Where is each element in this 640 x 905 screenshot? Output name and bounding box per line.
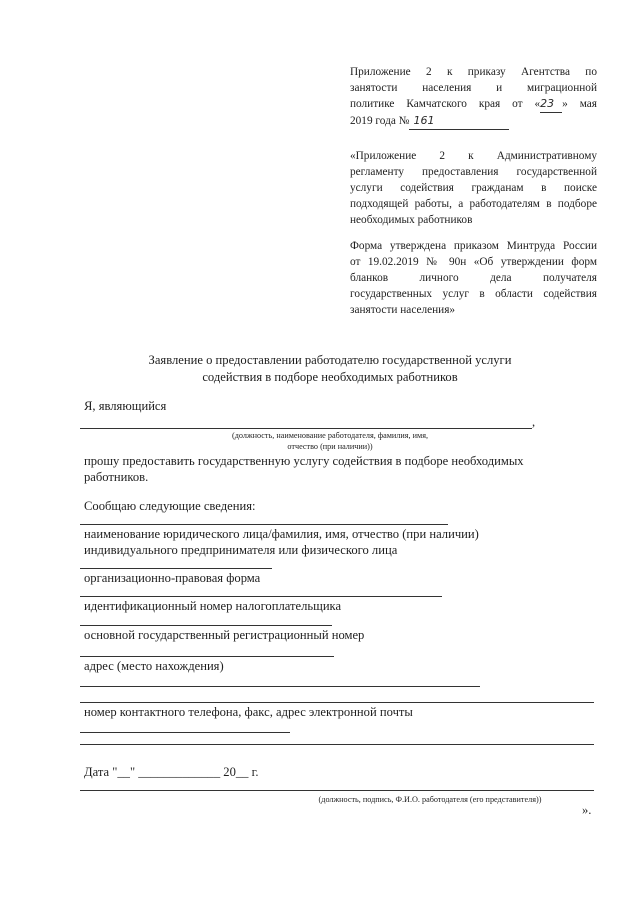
- signature-caption: (должность, подпись, Ф.И.О. работодателя (его представителя)): [318, 795, 542, 804]
- annex-date-prefix: политике Камчатского края от «: [350, 98, 541, 110]
- form-basis-line-5: занятости населения»: [350, 304, 456, 316]
- reg-annex-line-4: подходящей работы, а работодателям в подборе: [350, 198, 597, 210]
- date-line[interactable]: Дата "__" _____________ 20__ г.: [84, 765, 259, 779]
- form-basis-line-4: государственных услуг в области содействия: [350, 288, 597, 300]
- reg-annex-line-2: регламенту предоставления государственной: [350, 166, 597, 178]
- annex-block: [350, 64, 597, 130]
- applicant-line[interactable]: [80, 428, 532, 429]
- reg-annex-line-3: услуги содействия гражданам в поиске: [350, 182, 597, 194]
- contacts-line-2[interactable]: [80, 744, 594, 745]
- info-header: Сообщаю следующие сведения:: [84, 499, 256, 513]
- inn-line[interactable]: [80, 596, 442, 597]
- applicant-line-comma: ,: [532, 415, 536, 429]
- reg-annex-line-5: необходимых работников: [350, 214, 473, 226]
- ogrn-line[interactable]: [80, 625, 332, 626]
- request-line-1: прошу предоставить государственную услугу содействия в подборе необходимых: [84, 454, 524, 468]
- name-field-line[interactable]: [80, 524, 448, 525]
- contacts-label: номер контактного телефона, факс, адрес электронной почты: [84, 705, 413, 719]
- address-line[interactable]: [80, 656, 334, 657]
- annex-date-suffix: » мая: [562, 98, 597, 110]
- form-basis-line-2: от 19.02.2019 № 90н «Об утверждении форм: [350, 256, 597, 268]
- applicant-caption-2: отчество (при наличии)): [287, 442, 373, 451]
- address-extra-line-2[interactable]: [80, 702, 594, 703]
- form-basis-line-1: Форма утверждена приказом Минтруда России: [350, 240, 597, 252]
- inn-label: идентификационный номер налогоплательщика: [84, 599, 342, 613]
- name-field-label-2: индивидуального предпринимателя или физического лица: [84, 543, 398, 557]
- title-line-2: содействия в подборе необходимых работников: [202, 370, 458, 384]
- i-am-label: Я, являющийся: [84, 399, 167, 413]
- request-line-2: работников.: [84, 470, 149, 484]
- annex-year-prefix: 2019 года №: [350, 115, 410, 127]
- address-extra-line-1[interactable]: [80, 686, 480, 687]
- annex-line-1: Приложение 2 к приказу Агентства по: [350, 66, 597, 78]
- contacts-line-1[interactable]: [80, 732, 290, 733]
- regulation-annex-block: [350, 148, 597, 228]
- legal-form-line[interactable]: [80, 568, 272, 569]
- address-label: адрес (место нахождения): [84, 659, 224, 673]
- reg-annex-line-1: «Приложение 2 к Административному: [350, 150, 597, 162]
- annex-date-day: 23: [540, 96, 562, 113]
- signature-line[interactable]: [80, 790, 594, 791]
- legal-form-label: организационно-правовая форма: [84, 571, 261, 585]
- document-title: [70, 352, 590, 386]
- ogrn-label: основной государственный регистрационный номер: [84, 628, 365, 642]
- name-field-label-1: наименование юридического лица/фамилия, имя, отчество (при наличии): [84, 527, 479, 541]
- form-basis-block: [350, 238, 597, 318]
- title-line-1: Заявление о предоставлении работодателю государственной услуги: [148, 353, 512, 367]
- applicant-caption-1: (должность, наименование работодателя, фамилия, имя,: [231, 431, 429, 440]
- annex-number: 161: [409, 113, 509, 130]
- form-basis-line-3: бланков личного дела получателя: [350, 272, 597, 284]
- annex-line-4: [350, 113, 597, 130]
- closing-mark: ».: [582, 803, 592, 817]
- annex-line-2: занятости населения и миграционной: [350, 82, 597, 94]
- annex-line-3: [350, 96, 597, 113]
